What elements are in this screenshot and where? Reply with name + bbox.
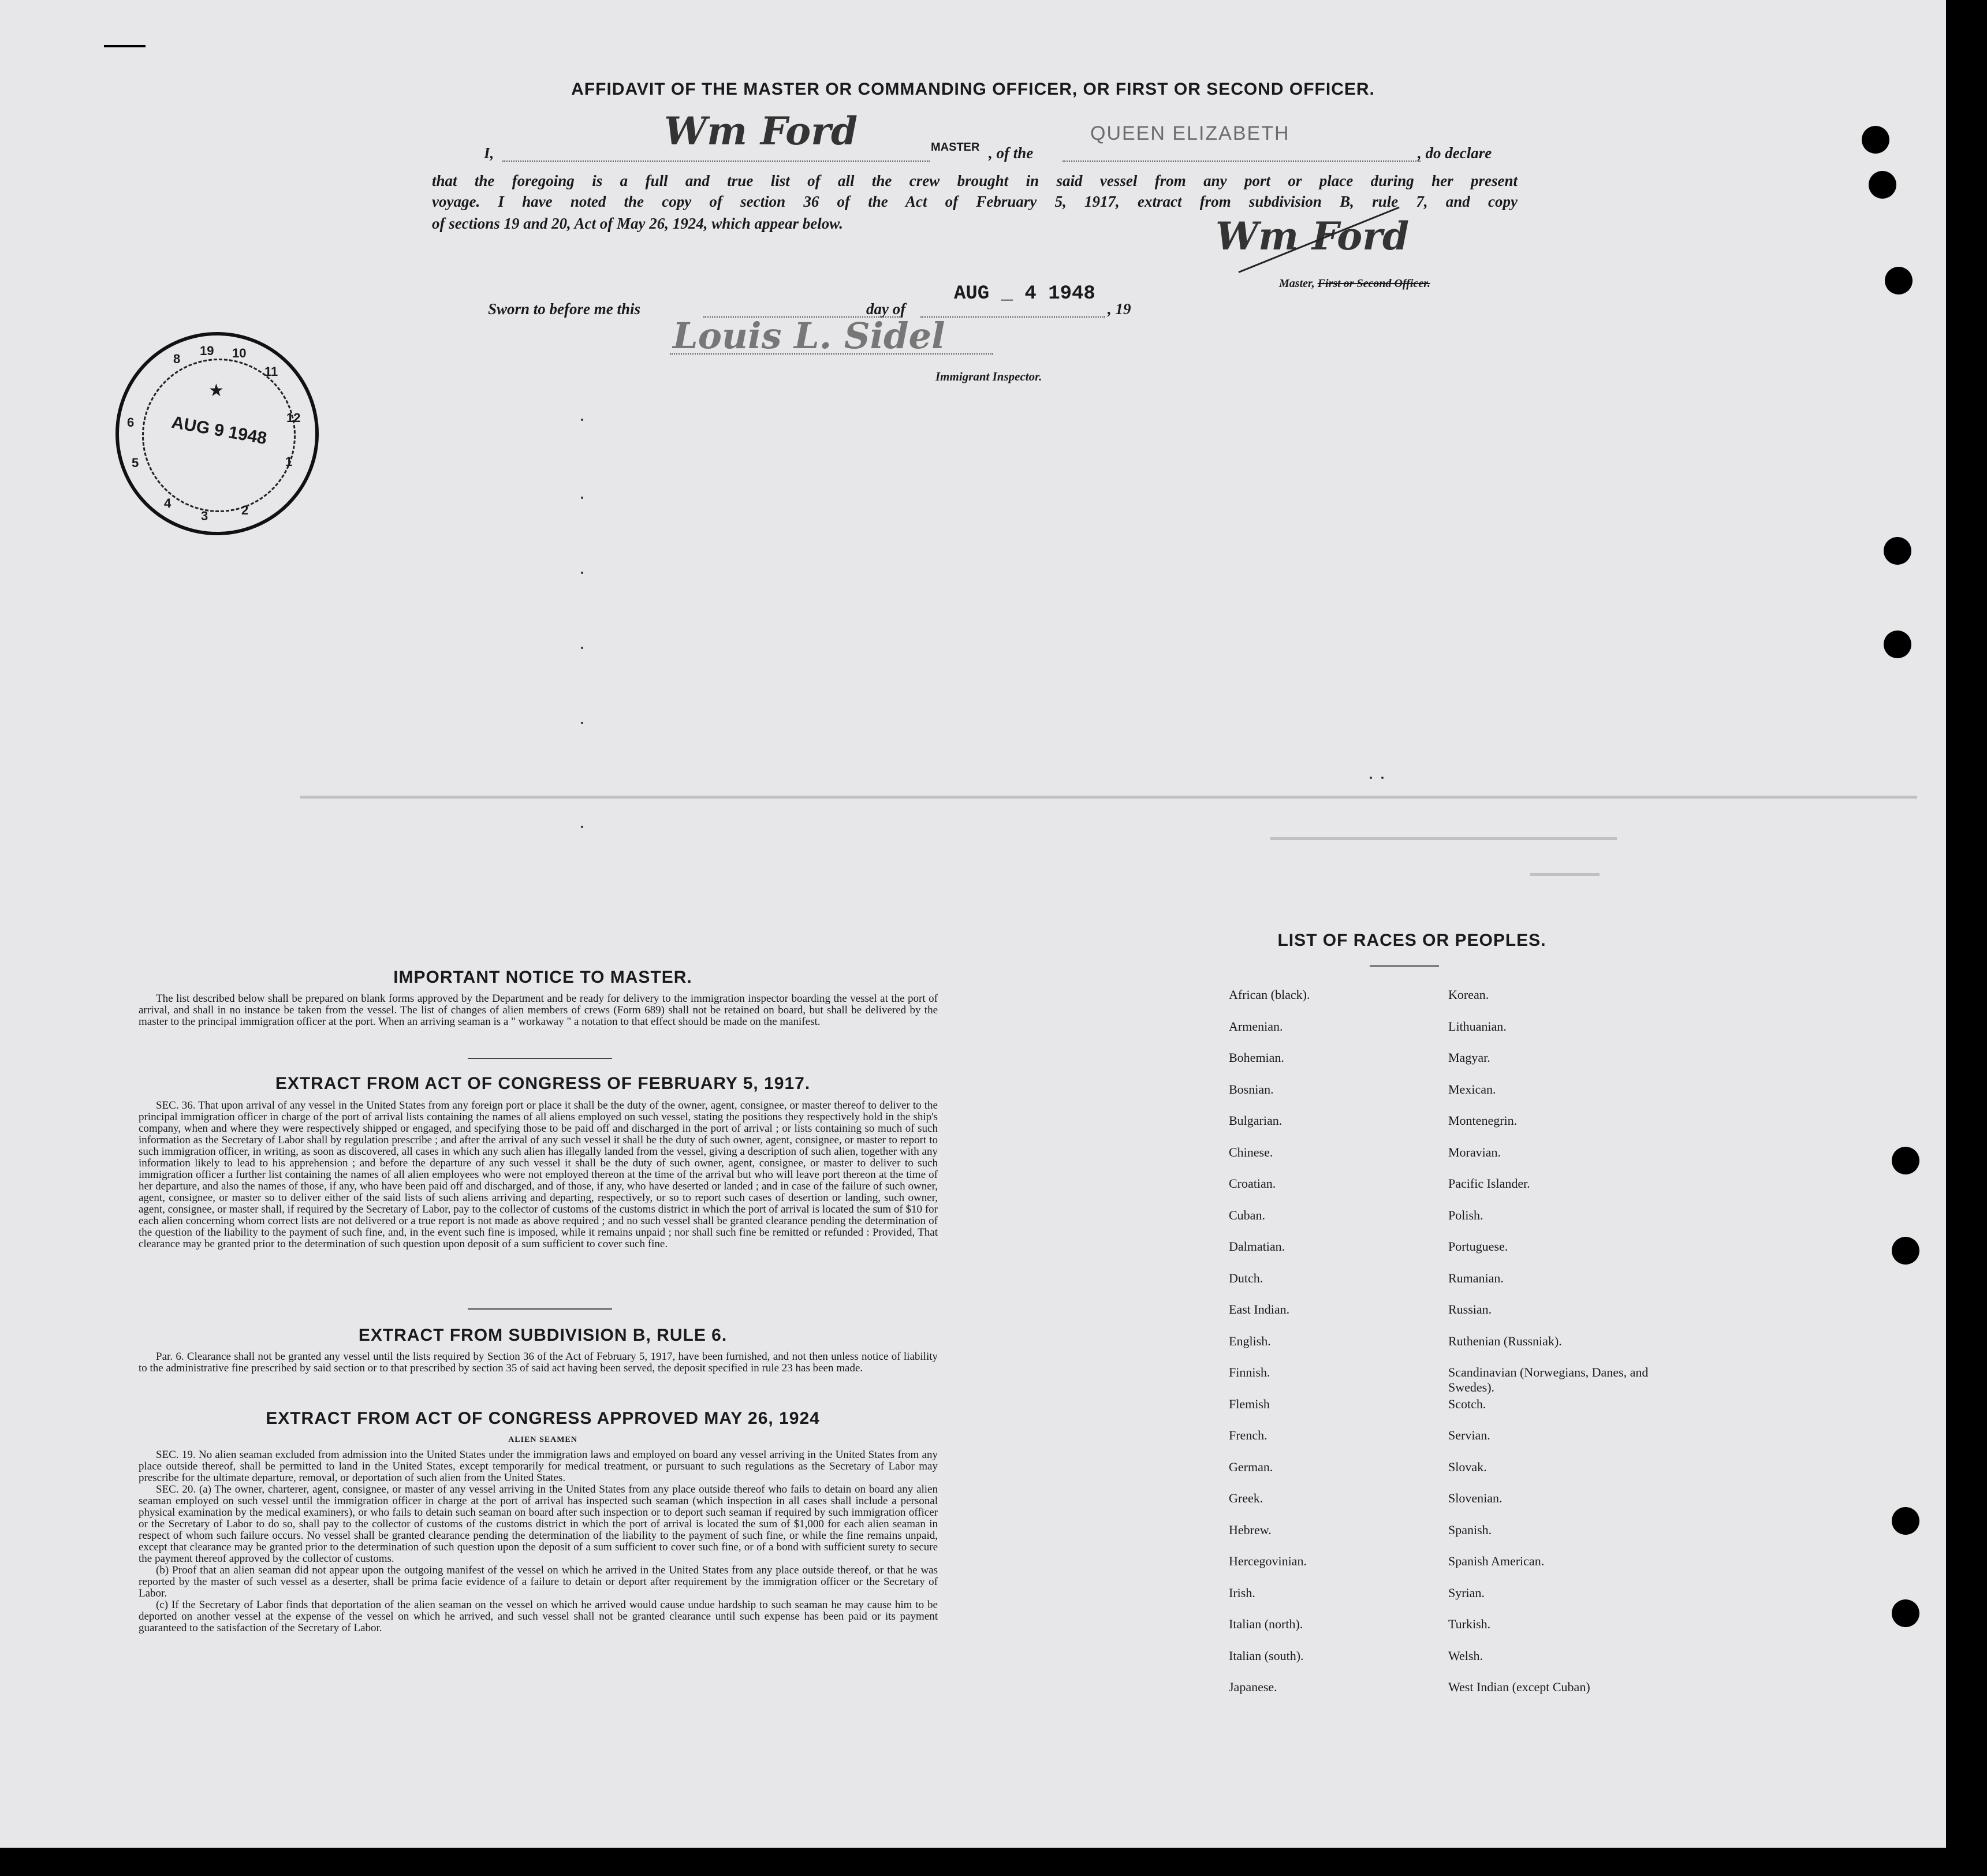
race-item: Croatian. [1229,1176,1276,1191]
race-item: Flemish [1229,1396,1270,1411]
master-label: MASTER [931,141,980,154]
stray-dot [581,647,583,649]
punch-hole [1892,1507,1919,1535]
race-item: Hebrew. [1229,1522,1272,1537]
race-item: Polish. [1448,1207,1483,1222]
race-item: Spanish. [1448,1522,1492,1537]
race-item: Syrian. [1448,1585,1485,1600]
stray-dot [581,722,583,724]
race-item: African (black). [1229,987,1310,1002]
punch-hole [1884,631,1911,658]
race-item: Moravian. [1448,1144,1501,1159]
seal-number: 10 [232,346,247,360]
race-item: Scandinavian (Norwegians, Danes, and Swedes). [1448,1365,1649,1394]
races-title: LIST OF RACES OR PEOPLES. [1277,931,1546,950]
race-item: Finnish. [1229,1365,1270,1379]
race-item: Magyar. [1448,1050,1490,1065]
race-item: Armenian. [1229,1019,1283,1034]
race-item: Italian (south). [1229,1648,1304,1663]
seal-number: 19 [200,344,214,358]
stray-dot [581,826,583,828]
affidavit-line-2: that the foregoing is a full and true list of all the crew brought in said vessel from any port or place during her present [432,172,1518,189]
of-the-text: , of the [989,144,1034,162]
notice-title: IMPORTANT NOTICE TO MASTER. [393,968,692,987]
sec-20c-paragraph: (c) If the Secretary of Labor finds that deportation of the alien seaman on the vessel on which he arrived would cause undue hardship to such seaman he may cause him to be deported on another vessel at the expense of the vessel on which he arrived, and such vessel shall not be granted clearance until such expense has been paid or its payment guaranteed to the satisfaction of the Secretary of Labor. [139,1599,938,1634]
star-icon: ★ [208,381,224,400]
seal-number: 3 [201,509,208,523]
seal-number: 6 [127,415,135,430]
race-item: Chinese. [1229,1144,1273,1159]
rule-6-paragraph: Par. 6. Clearance shall not be granted any vessel until the lists required by Section 36 of the Act of February 5, 1917, have been furnished, and not then unless notice of liability to the administrative fine prescribed by said section or to that prescribed by section 35 of said act having been served, the deposit specified in rule 23 has been made. [139,1351,938,1374]
act-1917-title: EXTRACT FROM ACT OF CONGRESS OF FEBRUARY 5, 1917. [275,1074,811,1093]
seal-date: AUG 9 1948 [170,412,269,449]
races-title-rule [1370,965,1439,967]
race-item: Greek. [1229,1491,1263,1505]
act-1917-paragraph: SEC. 36. That upon arrival of any vessel in the United States from any foreign port or place it shall be the duty of the owner, agent, consignee, or master thereof to deliver to the principal immigration officer in charge of the port of arrival lists containing the names of all aliens employed on such vessel, stating the positions they respectively hold in the ship's company, when and where they were respectively shipped or engaged, and specifying those to be paid off and discharged in the port of arrival ; or lists containing so much of such information as the Secretary of Labor shall by regulation prescribe ; and after the arrival of any such vessel it shall be the duty of such owner, agent, consignee, or master to report to such immigration officer, in writing, as soon as discovered, all cases in which any such alien has illegally landed from the vessel, giving a description of such alien, together with any information likely to lead to his apprehension ; and before the departure of any such vessel it shall be the duty of such owner, agent, consignee, or master to deliver to such immigration officer a further list containing the names of all alien employees who were not employed thereon at the time of the arrival but who will leave port thereon at the time of her departure, and also the names of those, if any, who have been paid off and discharged, and of those, if any, who have deserted or landed ; and in case of the failure of such owner, agent, consignee, or master so to deliver either of the said lists of such aliens arriving and departing, respectively, or so to report such cases of desertion or landing, such owner, agent, consignee, or master shall, if required by the Secretary of Labor, pay to the collector of customs of the customs district in which the port of arrival is located the sum of $10 for each alien concerning whom correct lists are not delivered or a true report is not made as above required ; and no such vessel shall be granted clearance pending the determination of the question of the liability to the payment of such fine, and, in the event such fine is imposed, while it remains unpaid ; nor shall such fine be remitted or refunded : Provided, That clearance may be granted prior to the determination of such question upon deposit of a sum sufficient to cover such fine. [139,1099,938,1250]
sec-20b-paragraph: (b) Proof that an alien seaman did not appear upon the outgoing manifest of the vessel on which he arrived in the United States from any place outside thereof, or that he was reported by the master of such vessel as a deserter, shall be prima facie evidence of a failure to detain or deport after requirement by the immigration officer or the Secretary of Labor. [139,1564,938,1599]
master-signature: Wm Ford [664,109,858,154]
affidavit-title: AFFIDAVIT OF THE MASTER OR COMMANDING OFFICER, OR FIRST OR SECOND OFFICER. [571,80,1375,99]
inspector-signature: Louis L. Sidel [673,315,945,357]
punch-hole [1862,126,1889,154]
master-name-line [502,161,930,162]
race-item: Rumanian. [1448,1270,1504,1285]
race-item: Welsh. [1448,1648,1483,1663]
race-item: Korean. [1448,987,1489,1002]
race-item: Bulgarian. [1229,1113,1283,1128]
stray-dot [581,497,583,499]
punch-hole [1884,537,1911,565]
affidavit-line-4: of sections 19 and 20, Act of May 26, 1924, which appear below. [432,215,843,232]
sworn-month-line [920,316,1105,318]
sworn-text: Sworn to before me this [488,300,641,318]
day-of-text: day of [866,300,906,318]
race-item: Hercegovinian. [1229,1554,1307,1568]
punch-hole [1892,1237,1919,1265]
notice-text [139,993,938,1028]
vessel-name: QUEEN ELIZABETH [1090,122,1290,144]
act-1924-title: EXTRACT FROM ACT OF CONGRESS APPROVED MAY 26, 1924 [266,1409,820,1428]
race-item: Bohemian. [1229,1050,1284,1065]
affidavit-line-3: voyage. I have noted the copy of section 36 of the Act of February 5, 1917, extract from subdivision B, rule 7, and copy [432,193,1518,210]
sec-19-paragraph: SEC. 19. No alien seaman excluded from admission into the United States under the immigration laws and employed on board any vessel arriving in the United States from any place outside thereof, shall be permitted to land in the United States, except temporarily for medical treatment, or pursuant to such regulations as the Secretary of Labor may prescribe for the ultimate departure, removal, or deportation of such alien from the United States. [139,1449,938,1484]
race-item: Slovak. [1448,1459,1487,1474]
race-item: English. [1229,1333,1271,1348]
seal-number: 4 [164,496,172,510]
date-seal-stamp [115,332,319,535]
rule-6-title: EXTRACT FROM SUBDIVISION B, RULE 6. [358,1326,728,1345]
punch-hole [1869,171,1896,199]
race-item: Mexican. [1448,1081,1496,1096]
stray-dot [1381,777,1384,779]
race-item: Cuban. [1229,1207,1265,1222]
race-item: East Indian. [1229,1302,1290,1316]
race-item: German. [1229,1459,1273,1474]
act-1917-text [139,1100,938,1250]
race-item: Scotch. [1448,1396,1486,1411]
race-item: Dutch. [1229,1270,1263,1285]
seal-number: 11 [264,364,278,379]
seal-number: 2 [241,503,249,517]
race-item: Turkish. [1448,1617,1491,1631]
race-item: Spanish American. [1448,1554,1545,1568]
race-item: Portuguese. [1448,1239,1508,1254]
rule-6-text [139,1351,938,1374]
sec-20a-paragraph: SEC. 20. (a) The owner, charterer, agent, consignee, or master of any vessel arriving in the United States from any place outside thereof who fails to detain on board any alien seaman employed on such vessel until the immigration officer in charge at the port of arrival has inspected such seaman (which inspection in all cases shall include a personal physical examination by the medical examiners), or who fails to detain such seaman on board after such inspection or to deport such seaman if required by such immigration officer or the Secretary of Labor to do so, shall pay to the collector of customs of the customs district in which the port of arrival is located the sum of $1,000 for each alien seaman in respect of whom such failure occurs. No vessel shall be granted clearance pending the determination of the liability to the payment of such fine, or while the fine remains unpaid, except that clearance may be granted prior to the determination of such question upon the deposit of a sum sufficient to cover such fine, or of a bond with sufficient surety to secure the payment thereof approved by the collector of customs. [139,1483,938,1565]
race-item: Russian. [1448,1302,1492,1316]
corner-mark [104,45,146,47]
stray-dot [581,572,583,574]
race-item: Servian. [1448,1428,1490,1442]
bleed-through-line [1270,837,1617,840]
officer-signature: Wm Ford [1216,214,1410,259]
race-item: Japanese. [1229,1680,1277,1694]
notice-paragraph: The list described below shall be prepared on blank forms approved by the Department and be ready for delivery to the immigration inspector boarding the vessel at the port of arrival, and shall in no instance be taken from the vessel. The list of changes of alien members of crews (Form 689) shall not be retained on board, but shall be delivered by the master to the principal immigration officer at the port. When an arriving seaman is a " workaway " a notation to that effect should be made on the manifest. [139,993,938,1028]
punch-hole [1892,1147,1919,1174]
seal-number: 8 [173,352,181,366]
race-item: Irish. [1229,1585,1255,1600]
officer-caption-struck: First or Second Officer. [1317,277,1430,290]
inspector-label: Immigrant Inspector. [935,370,1042,383]
punch-hole [1885,267,1913,294]
seal-number: 1 [285,454,293,469]
section-divider [468,1308,612,1310]
act-1924-text [139,1449,938,1634]
seal-number: 5 [132,456,139,470]
race-item: Montenegrin. [1448,1113,1518,1128]
officer-caption [1279,277,1430,290]
race-item: Slovenian. [1448,1491,1503,1505]
year-prefix: , 19 [1108,300,1131,318]
races-column-1 [1229,987,1419,1711]
race-item: Pacific Islander. [1448,1176,1530,1191]
section-divider [468,1058,612,1059]
seal-number: 12 [286,411,301,425]
race-item: Lithuanian. [1448,1019,1507,1034]
stray-dot [1370,777,1372,779]
race-item: Italian (north). [1229,1617,1303,1631]
declare-text: , do declare [1418,144,1492,162]
act-1924-subtitle: ALIEN SEAMEN [508,1435,577,1444]
affidavit-pronoun: I, [484,144,494,162]
race-item: French. [1229,1428,1267,1442]
punch-hole [1892,1599,1919,1627]
bleed-through-line [300,796,1917,799]
vessel-name-line [1063,161,1421,162]
officer-caption-master: Master, [1279,277,1315,290]
races-column-2 [1448,987,1668,1711]
race-item: Dalmatian. [1229,1239,1285,1254]
race-item: West Indian (except Cuban) [1448,1680,1590,1694]
race-item: Bosnian. [1229,1081,1274,1096]
stray-dot [581,419,583,421]
sworn-date-stamp: AUG _ 4 1948 [954,283,1095,305]
race-item: Ruthenian (Russniak). [1448,1333,1562,1348]
bleed-through-line [1530,873,1600,876]
